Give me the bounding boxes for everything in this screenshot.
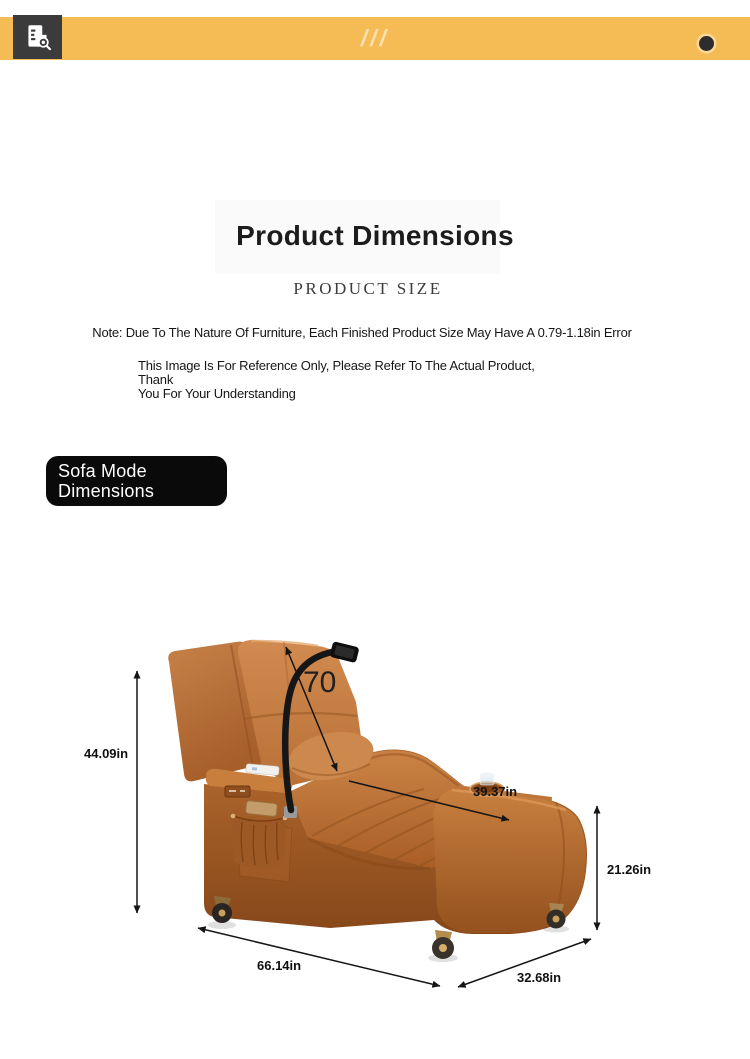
- badge-line1: Sofa Mode: [58, 461, 147, 481]
- reference-note-line2: You For Your Understanding: [138, 386, 296, 401]
- overall-length-label: 66.14in: [257, 958, 302, 973]
- page-title: Product Dimensions: [236, 220, 514, 251]
- side-pocket: [231, 814, 292, 882]
- chair-artwork: [168, 640, 587, 962]
- size-error-note: Note: Due To The Nature Of Furniture, Each Finished Product Size May Have A 0.79-1.18in Error: [92, 325, 632, 340]
- side-height-label: 21.26in: [607, 862, 652, 877]
- page-subtitle: PRODUCT SIZE: [293, 279, 443, 298]
- seat-length-label: 39.37in: [473, 784, 518, 799]
- badge-line2: Dimensions: [58, 481, 155, 501]
- overall-depth-label: 32.68in: [517, 970, 562, 985]
- backrest-angle-label: 70: [303, 666, 337, 699]
- decorative-slashes: ///: [360, 25, 390, 51]
- side-control-panel: [225, 786, 250, 797]
- overall-height-label: 44.09in: [84, 746, 129, 761]
- reference-note-line1: This Image Is For Reference Only, Please Refer To The Actual Product, Thank: [138, 358, 535, 387]
